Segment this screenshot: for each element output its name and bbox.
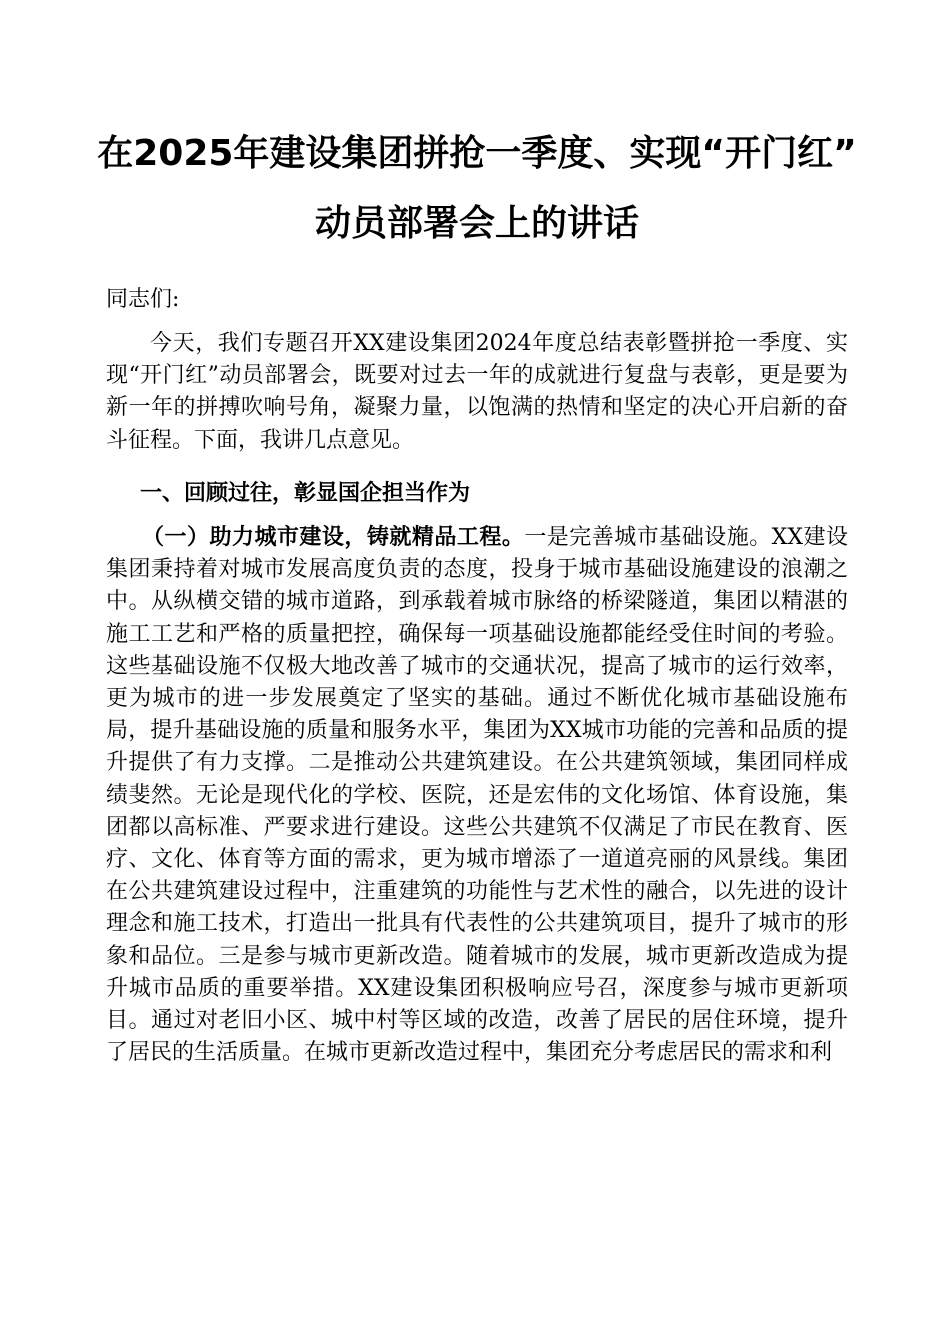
- subsection-paragraph: [106, 522, 848, 1069]
- intro-paragraph: 今天，我们专题召开XX建设集团2024年度总结表彰暨拼抢一季度、实现“开门红”动员部署会，既要对过去一年的成就进行复盘与表彰，更是要为新一年的拼搏吹响号角，凝聚力量，以饱满的热情和坚定的决心开启新的奋斗征程。下面，我讲几点意见。: [106, 331, 848, 453]
- subsection-body: 一是完善城市基础设施。XX建设集团秉持着对城市发展高度负责的态度，投身于城市基础设施建设的浪潮之中。从纵横交错的城市道路，到承载着城市脉络的桥梁隧道，集团以精湛的施工工艺和严格的质量把控，确保每一项基础设施都能经受住时间的考验。这些基础设施不仅极大地改善了城市的交通状况，提高了城市的运行效率，更为城市的进一步发展奠定了坚实的基础。通过不断优化城市基础设施布局，提升基础设施的质量和服务水平，集团为XX城市功能的完善和品质的提升提供了有力支撑。二是推动公共建筑建设。在公共建筑领域，集团同样成绩斐然。无论是现代化的学校、医院，还是宏伟的文化场馆、体育设施，集团都以高标准、严要求进行建设。这些公共建筑不仅满足了市民在教育、医疗、文化、体育等方面的需求，更为城市增添了一道道亮丽的风景线。集团在公共建筑建设过程中，注重建筑的功能性与艺术性的融合，以先进的设计理念和施工技术，打造出一批具有代表性的公共建筑项目，提升了城市的形象和品位。三是参与城市更新改造。随着城市的发展，城市更新改造成为提升城市品质的重要举措。XX建设集团积极响应号召，深度参与城市更新项目。通过对老旧小区、城中村等区域的改造，改善了居民的居住环境，提升了居民的生活质量。在城市更新改造过程中，集团充分考虑居民的需求和利: [106, 525, 848, 1066]
- subsection-lead: （一）助力城市建设，铸就精品工程。: [142, 525, 525, 550]
- document-title: [96, 119, 858, 259]
- salutation: 同志们:: [106, 287, 180, 312]
- section-heading: 一、回顾过往，彰显国企担当作为: [140, 481, 471, 506]
- title-line-1: 在2025年建设集团拼抢一季度、实现“开门红”: [97, 133, 857, 174]
- title-line-2: 动员部署会上的讲话: [314, 203, 639, 244]
